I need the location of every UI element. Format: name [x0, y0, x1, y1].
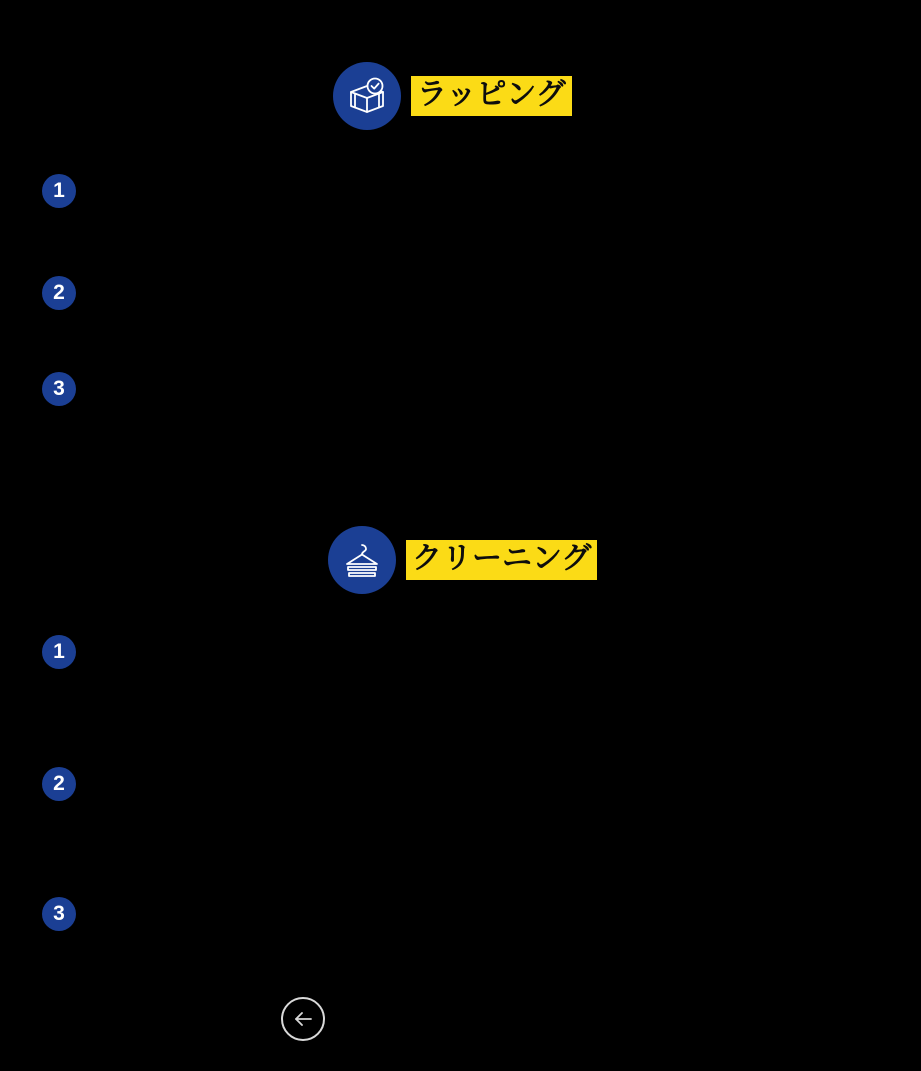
step-number: 1	[42, 174, 76, 208]
clothes-hanger-icon	[328, 526, 396, 594]
step-number: 1	[42, 635, 76, 669]
section-title: クリーニング	[406, 540, 597, 580]
list-item	[42, 897, 90, 931]
step-number: 3	[42, 897, 76, 931]
list-item	[42, 372, 90, 406]
list-item	[42, 174, 90, 208]
list-item	[42, 767, 90, 801]
list-item	[42, 635, 90, 669]
step-number: 3	[42, 372, 76, 406]
section-title: ラッピング	[411, 76, 572, 116]
section-heading-wrapping	[333, 62, 572, 130]
back-button[interactable]	[281, 997, 325, 1041]
open-box-check-icon	[333, 62, 401, 130]
step-number: 2	[42, 276, 76, 310]
step-number: 2	[42, 767, 76, 801]
section-heading-cleaning	[328, 526, 597, 594]
list-item	[42, 276, 90, 310]
arrow-left-icon	[291, 1007, 315, 1031]
